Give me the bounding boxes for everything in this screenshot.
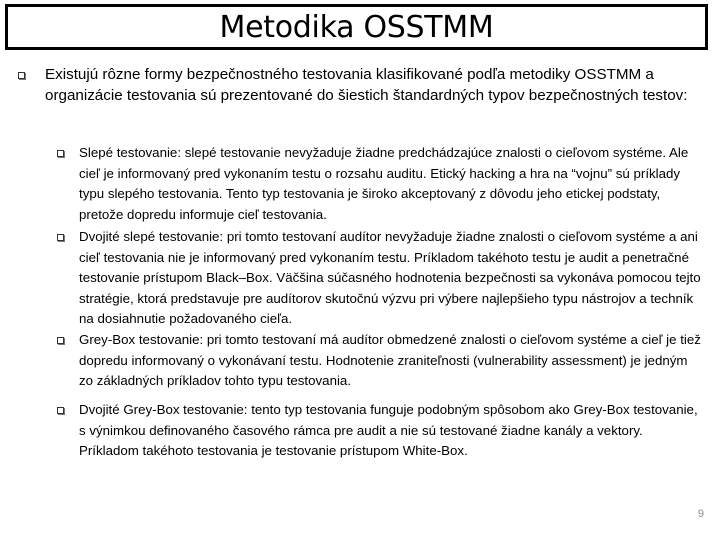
sub-bullet-double-grey-box-testing: Dvojité Grey-Box testovanie: tento typ testovania funguje podobným spôsobom ako Grey-Box testovanie, s výnimkou definovaného časového rámca pre audit a nie sú testované žiadne kanály a vektory. Príkladom takéhoto testovania je testovanie prístupom White-Box. — [79, 402, 698, 458]
bullet-square-icon — [57, 407, 64, 414]
bullet-square-icon — [57, 150, 64, 157]
title-box — [5, 4, 708, 50]
bullet-square-icon — [18, 72, 25, 79]
main-bullet-text: Existujú rôzne formy bezpečnostného testovania klasifikované podľa metodiky OSSTMM a organizácie testovania sú prezentované do šiestich štandardných typov bezpečnostných testov: — [45, 66, 688, 104]
slide-title: Metodika OSSTMM — [219, 9, 494, 45]
sub-bullet-blind-testing: Slepé testovanie: slepé testovanie nevyžaduje žiadne predchádzajúce znalosti o cieľovom systéme. Ale cieľ je informovaný pred vykonaním testu o rozsahu auditu. Etický hacking a hra na “vojnu” sú príklady typu slepého testovania. Tento typ testovania je široko akceptovaný z dôvodu jeho etickej podstaty, pretože dopredu informuje cieľ testovania. — [79, 145, 689, 222]
sub-bullet-grey-box-testing: Grey-Box testovanie: pri tomto testovaní má audítor obmedzené znalosti o cieľovom systéme a cieľ je tiež dopredu informovaný o vykonávaní testu. Hodnotenie zraniteľnosti (vulnerability assessment) je jedným zo základných príkladov tohto typu testovania. — [79, 332, 701, 388]
page-number: 9 — [697, 508, 704, 520]
sub-bullet-double-blind-testing: Dvojité slepé testovanie: pri tomto testovaní audítor nevyžaduje žiadne znalosti o cieľovom systéme a ani cieľ testovania nie je informovaný pred vykonaním testu. Príkladom takéhoto testu je audit a penetračné testovanie prístupom Black–Box. Väčšina súčasného hodnotenia bezpečnosti sa vykonáva pomocou tejto stratégie, ktorá predstavuje pre audítorov skutočnú výzvu pri výbere najlepšieho typu nástrojov a techník na dosiahnutie požadovaného cieľa. — [79, 229, 701, 326]
bullet-square-icon — [57, 337, 64, 344]
bullet-square-icon — [57, 234, 64, 241]
